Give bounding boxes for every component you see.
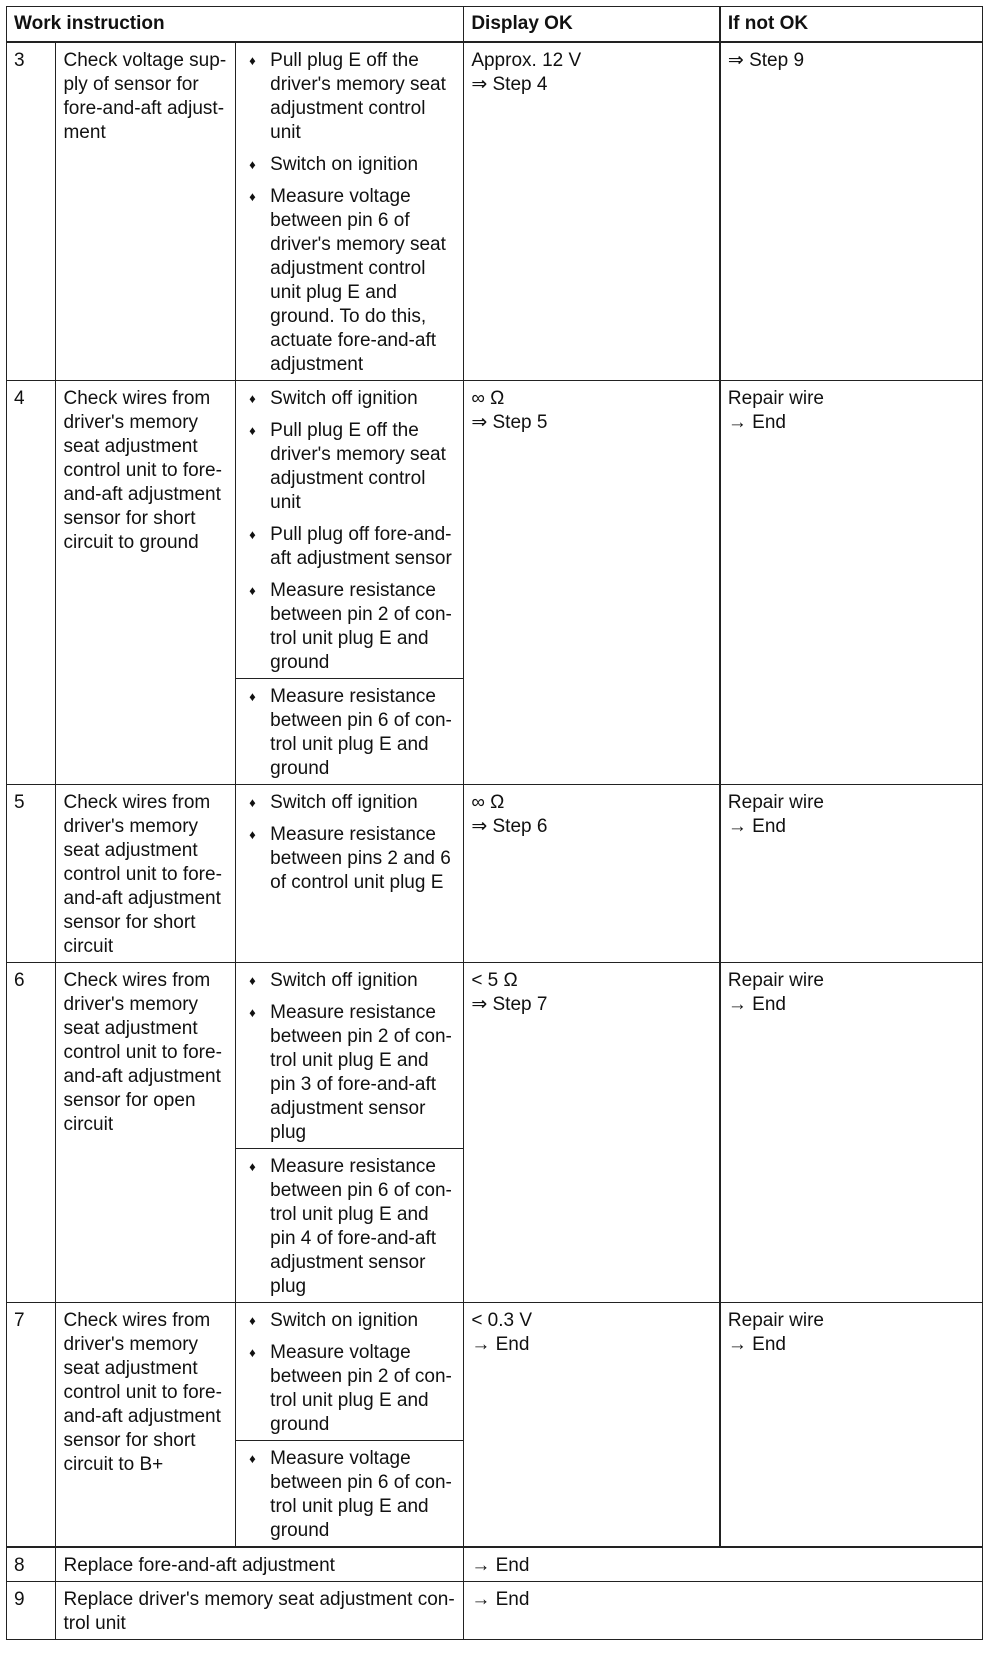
if-not-ok-line: → End: [727, 1334, 786, 1355]
action-list: [243, 791, 457, 895]
if-not-ok-cell: [720, 1303, 983, 1548]
display-ok-line: ∞ Ω: [471, 388, 505, 409]
step-number: 9: [7, 1582, 56, 1640]
final-step-row: [7, 1547, 983, 1582]
step-row: [7, 963, 983, 1149]
step-number: 5: [7, 785, 56, 963]
action-list: [243, 387, 457, 675]
action-list: [243, 1155, 457, 1299]
step-actions: [236, 1441, 464, 1548]
display-ok-cell: [464, 42, 720, 381]
if-not-ok-cell: [720, 381, 983, 785]
display-ok-cell: [464, 963, 720, 1303]
step-actions: [236, 679, 464, 785]
action-item: ♦ Measure voltage between pin 2 of control unit plug E and ground: [243, 1341, 457, 1437]
action-item: ♦ Switch on ignition: [243, 153, 457, 177]
step-number: 3: [7, 42, 56, 381]
step-result: → End: [464, 1547, 983, 1582]
action-list: [243, 49, 457, 377]
action-item: ♦ Switch off ignition: [243, 791, 457, 815]
display-ok-line: ∞ Ω: [471, 792, 505, 813]
action-item: ♦ Measure resistance between pin 6 of control unit plug E and ground: [243, 685, 457, 781]
step-description: Check voltage supply of sensor for fore-and-aft adjustment: [56, 42, 236, 381]
step-actions: [236, 1303, 464, 1441]
action-item: ♦ Pull plug E off the driver's memory seat adjustment control unit: [243, 49, 457, 145]
step-result: → End: [464, 1582, 983, 1640]
display-ok-cell: [464, 381, 720, 785]
action-item: ♦ Measure resistance between pin 2 of control unit plug E and pin 3 of fore-and-aft adjustment sensor plug: [243, 1001, 457, 1145]
action-list: [243, 1447, 457, 1543]
step-actions: [236, 42, 464, 381]
final-step-row: [7, 1582, 983, 1640]
step-row: [7, 1303, 983, 1441]
action-list: [243, 969, 457, 1145]
display-ok-line: ⇒ Step 4: [471, 74, 548, 95]
display-ok-line: ⇒ Step 6: [471, 816, 548, 837]
display-ok-line: → End: [471, 1334, 530, 1355]
step-number: 6: [7, 963, 56, 1303]
display-ok-cell: [464, 785, 720, 963]
action-item: ♦ Measure voltage between pin 6 of control unit plug E and ground: [243, 1447, 457, 1543]
action-item: ♦ Measure resistance between pin 2 of control unit plug E and ground: [243, 579, 457, 675]
if-not-ok-line: Repair wire: [727, 792, 824, 813]
action-item: ♦ Switch off ignition: [243, 969, 457, 993]
step-actions: [236, 963, 464, 1149]
display-ok-line: < 5 Ω: [471, 970, 518, 991]
step-actions: [236, 785, 464, 963]
if-not-ok-line: Repair wire: [727, 388, 824, 409]
if-not-ok-line: → End: [727, 994, 786, 1015]
step-description: Check wires from driver's memory seat adjustment control unit to fore-and-aft adjustment sensor for short circuit to ground: [56, 381, 236, 785]
action-item: ♦ Measure voltage between pin 6 of driver's memory seat adjustment control unit plug E and ground. To do this, actuate fore-and-aft adjustment: [243, 185, 457, 377]
action-item: ♦ Measure resistance between pins 2 and 6 of control unit plug E: [243, 823, 457, 895]
if-not-ok-line: Repair wire: [727, 970, 824, 991]
if-not-ok-line: → End: [727, 412, 786, 433]
step-description: Check wires from driver's memory seat adjustment control unit to fore-and-aft adjustment sensor for short circuit to B+: [56, 1303, 236, 1548]
if-not-ok-cell: [720, 785, 983, 963]
step-number: 7: [7, 1303, 56, 1548]
action-item: ♦ Pull plug off fore-and-aft adjustment sensor: [243, 523, 457, 571]
header-work-instruction: Work instruction: [7, 7, 464, 43]
header-if-not-ok: If not OK: [720, 7, 983, 43]
action-list: [243, 685, 457, 781]
step-number: 4: [7, 381, 56, 785]
work-instruction-table: [6, 6, 983, 1640]
action-item: ♦ Switch off ignition: [243, 387, 457, 411]
step-actions: [236, 1149, 464, 1303]
display-ok-cell: [464, 1303, 720, 1548]
if-not-ok-line: Repair wire: [727, 1310, 824, 1331]
step-description: Replace fore-and-aft adjustment: [56, 1547, 464, 1582]
if-not-ok-line: ⇒ Step 9: [727, 50, 805, 71]
step-description: Check wires from driver's memory seat adjustment control unit to fore-and-aft adjustment sensor for short circuit: [56, 785, 236, 963]
action-item: ♦ Measure resistance between pin 6 of control unit plug E and pin 4 of fore-and-aft adjustment sensor plug: [243, 1155, 457, 1299]
action-item: ♦ Pull plug E off the driver's memory seat adjustment control unit: [243, 419, 457, 515]
step-actions: [236, 381, 464, 679]
display-ok-line: ⇒ Step 5: [471, 412, 548, 433]
display-ok-line: Approx. 12 V: [471, 50, 582, 71]
step-number: 8: [7, 1547, 56, 1582]
step-description: Check wires from driver's memory seat adjustment control unit to fore-and-aft adjustment sensor for open circuit: [56, 963, 236, 1303]
display-ok-line: < 0.3 V: [471, 1310, 533, 1331]
if-not-ok-line: → End: [727, 816, 786, 837]
header-display-ok: Display OK: [464, 7, 720, 43]
display-ok-line: ⇒ Step 7: [471, 994, 548, 1015]
step-description: Replace driver's memory seat adjustment control unit: [56, 1582, 464, 1640]
action-item: ♦ Switch on ignition: [243, 1309, 457, 1333]
if-not-ok-cell: [720, 963, 983, 1303]
header-row: [7, 7, 983, 43]
step-row: [7, 381, 983, 679]
step-row: [7, 42, 983, 381]
action-list: [243, 1309, 457, 1437]
steps-body: [7, 42, 983, 1640]
step-row: [7, 785, 983, 963]
if-not-ok-cell: [720, 42, 983, 381]
